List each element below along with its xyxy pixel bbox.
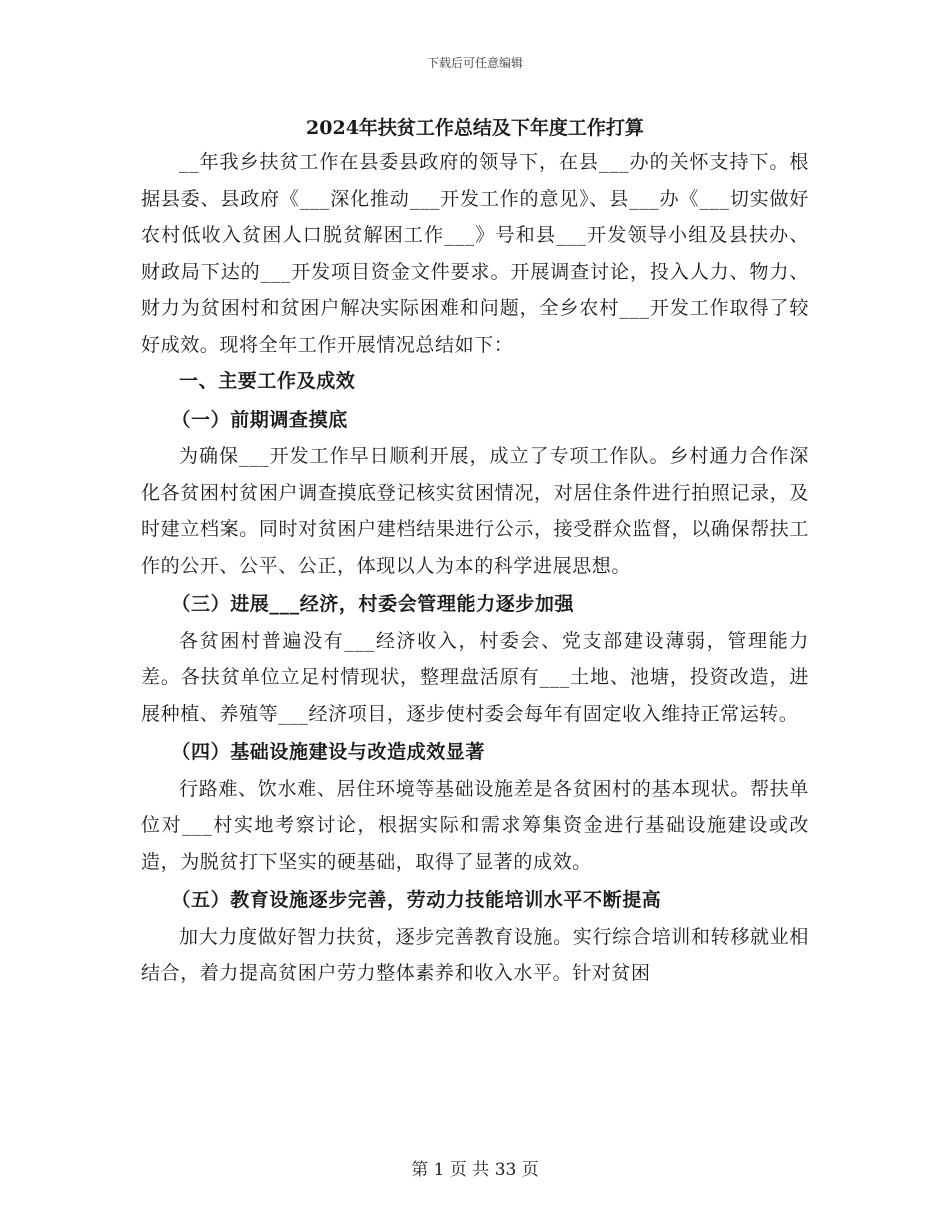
- page-footer: 第 1 页 共 33 页: [411, 1160, 539, 1180]
- section-heading-main-work: 一、主要工作及成效: [179, 370, 356, 392]
- intro-paragraph: __年我乡扶贫工作在县委县政府的领导下，在县___办的关怀支持下。根据县委、县政府《___深化推动___开发工作的意见》、县___办《___切实做好农村低收入贫困人口脱贫解困工作___》号和县___开发领导小组及县扶办、财政局下达的___开发项目资金文件要求。开展调查讨论，投入人力、物力、财力为贫困村和贫困户解决实际困难和问题，全乡农村___开发工作取得了较好成效。现将全年工作开展情况总结如下：: [141, 151, 809, 356]
- subsection-heading-survey: （一）前期调查摸底: [171, 408, 348, 431]
- subsection-text-economy: 各贫困村普遍没有___经济收入，村委会、党支部建设薄弱，管理能力差。各扶贫单位立足村情现状，整理盘活原有___土地、池塘，投资改造，进展种植、养殖等___经济项目，逐步使村委会每年有固定收入维持正常运转。: [141, 629, 809, 725]
- document-body: [141, 112, 809, 992]
- page-header: 下载后可任意编辑: [426, 56, 523, 70]
- subsection-heading-education: （五）教育设施逐步完善，劳动力技能培训水平不断提高: [171, 889, 662, 911]
- subsection-text-infrastructure: 行路难、饮水难、居住环境等基础设施差是各贫困村的基本现状。帮扶单位对___村实地考察讨论，根据实际和需求筹集资金进行基础设施建设或改造，为脱贫打下坚实的硬基础，取得了显著的成效。: [141, 777, 809, 873]
- document-title: 2024年扶贫工作总结及下年度工作打算: [306, 117, 644, 139]
- subsection-text-education: 加大力度做好智力扶贫，逐步完善教育设施。实行综合培训和转移就业相结合，着力提高贫困户劳力整体素养和收入水平。针对贫困: [141, 925, 809, 984]
- subsection-text-survey: 为确保___开发工作早日顺利开展，成立了专项工作队。乡村通力合作深化各贫困村贫困户调查摸底登记核实贫困情况，对居住条件进行拍照记录，及时建立档案。同时对贫困户建档结果进行公示，接受群众监督，以确保帮扶工作的公开、公平、公正，体现以人为本的科学进展思想。: [141, 445, 809, 577]
- subsection-heading-economy: （三）进展___经济，村委会管理能力逐步加强: [171, 593, 575, 615]
- subsection-heading-infrastructure: （四）基础设施建设与改造成效显著: [171, 741, 485, 763]
